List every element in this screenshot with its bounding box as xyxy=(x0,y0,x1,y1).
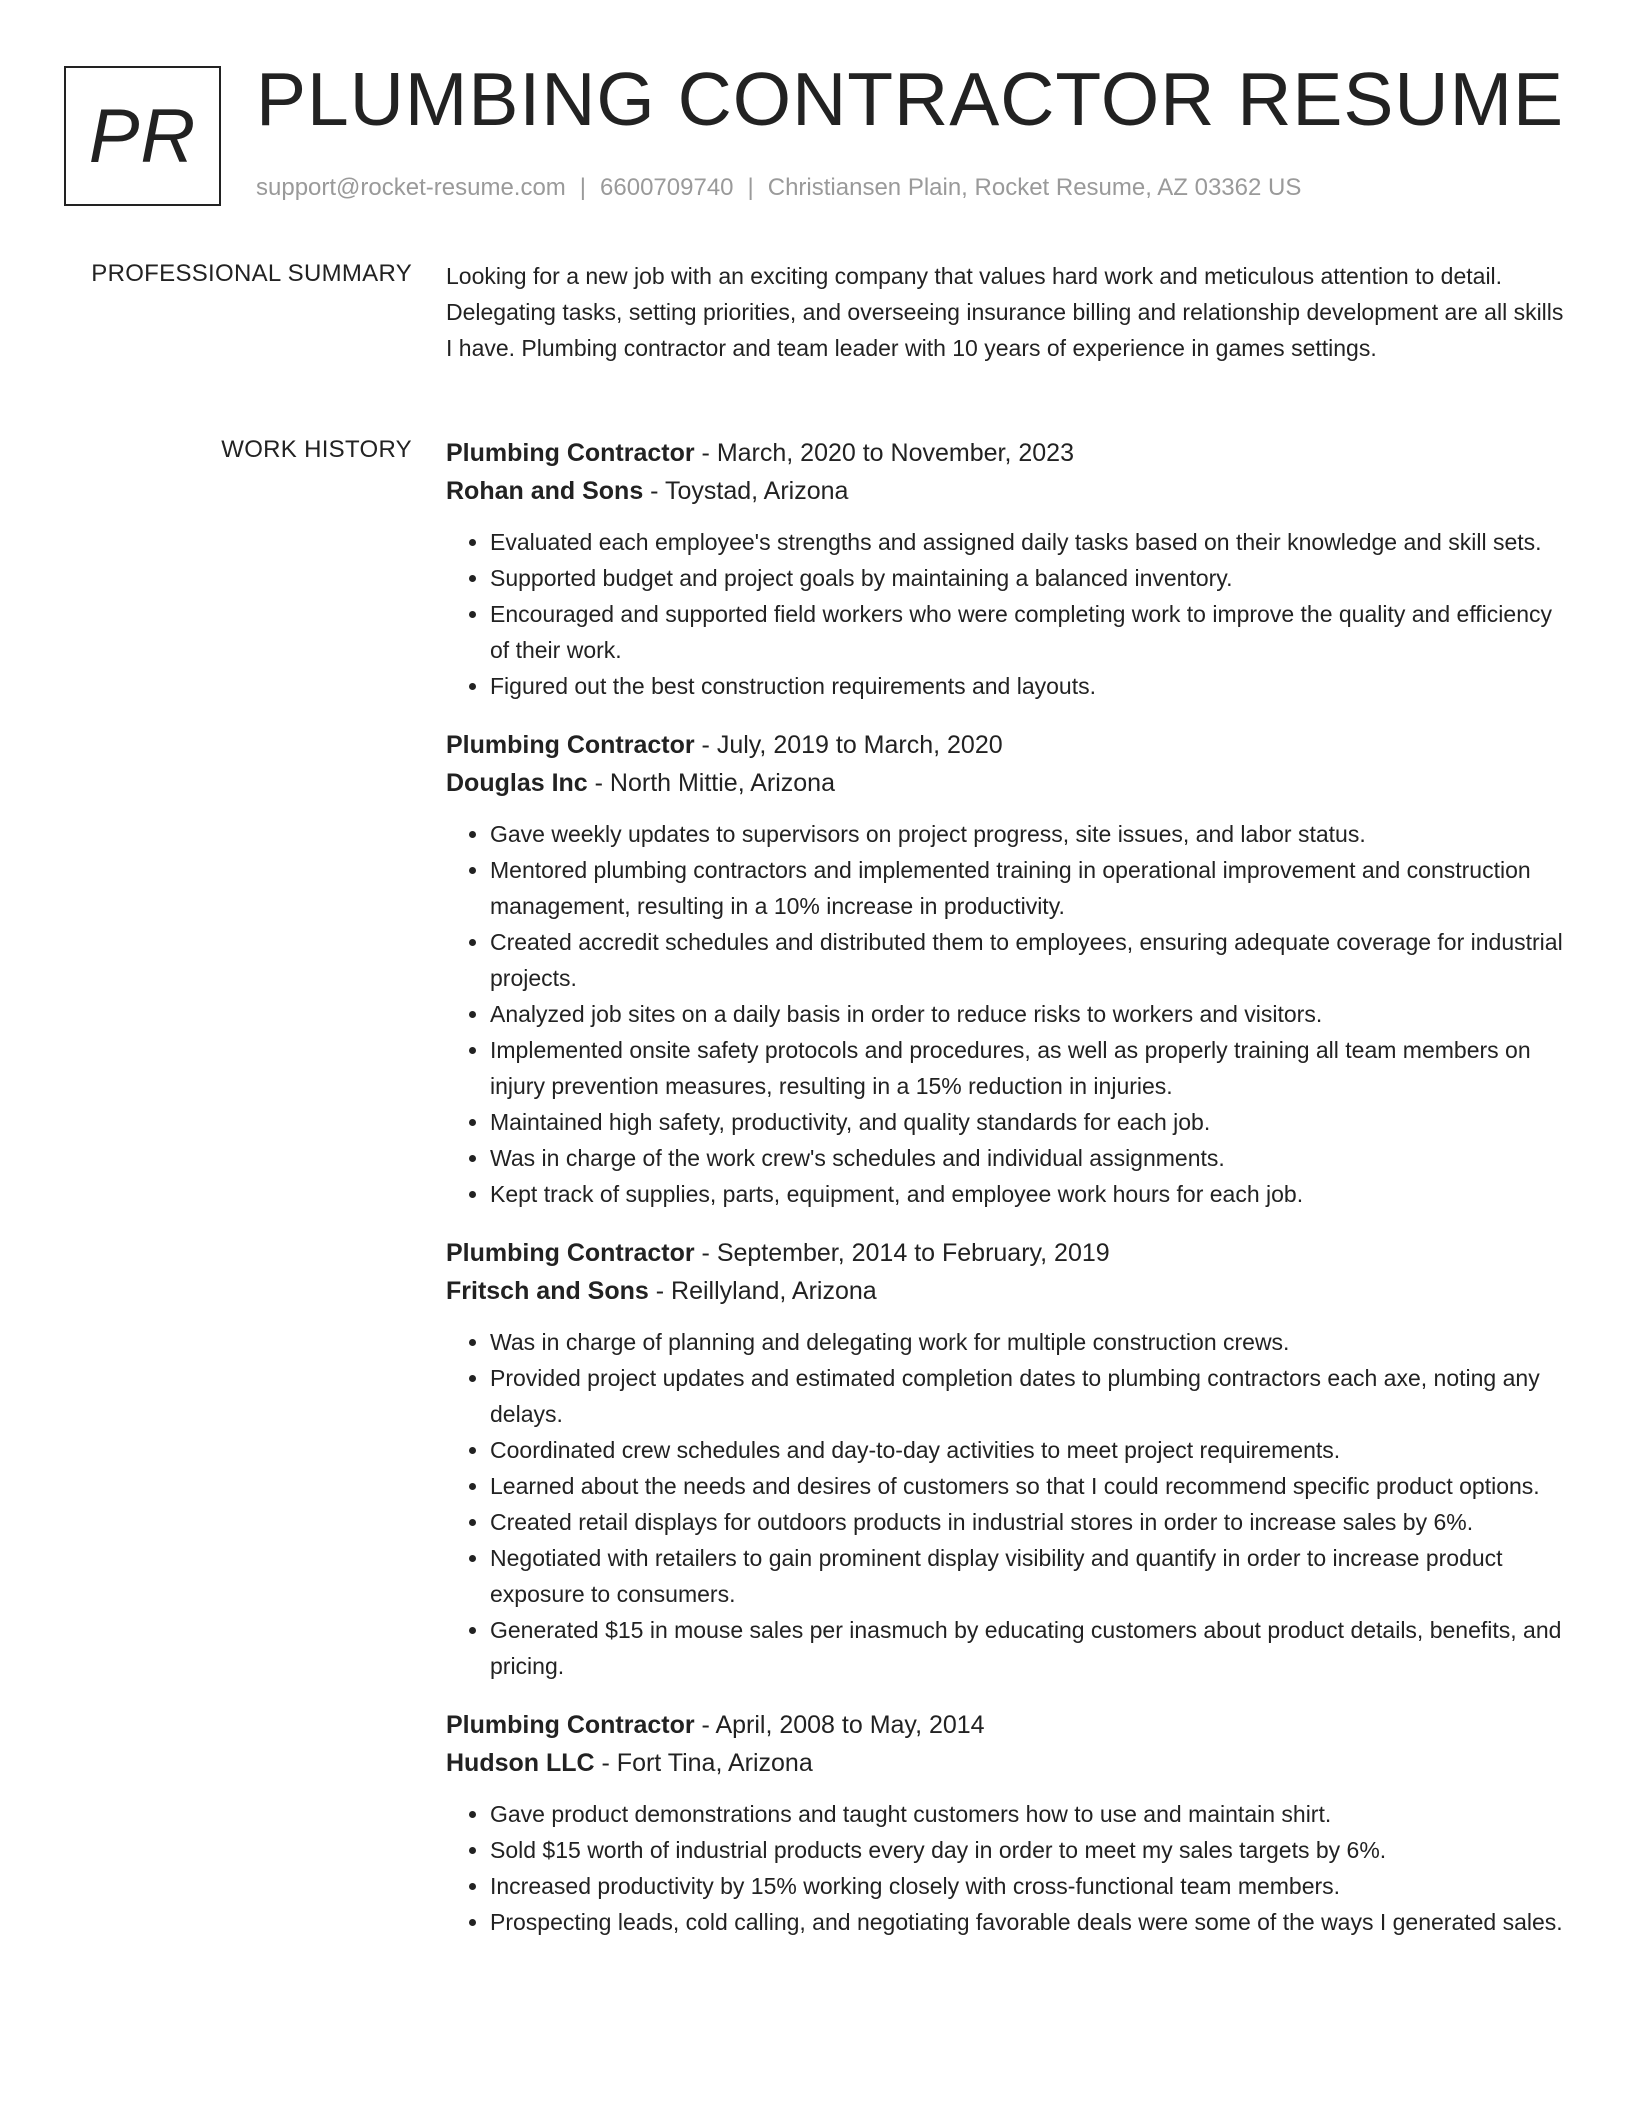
job-entry xyxy=(446,434,1566,704)
work-history-list xyxy=(446,434,1566,1962)
job-bullet: • Was in charge of planning and delegating work for multiple construction crews. xyxy=(490,1324,1566,1360)
job-company: Fritsch and Sons xyxy=(446,1277,649,1305)
job-entry xyxy=(446,1234,1566,1684)
job-bullet: • Evaluated each employee's strengths and assigned daily tasks based on their knowledge and skill sets. xyxy=(490,524,1566,560)
summary-section-label: PROFESSIONAL SUMMARY xyxy=(91,260,412,287)
job-bullet: • Generated $15 in mouse sales per inasmuch by educating customers about product details, benefits, and pricing. xyxy=(490,1612,1566,1684)
job-title: Plumbing Contractor xyxy=(446,1711,695,1739)
job-company-line xyxy=(446,1272,1566,1310)
job-location: - Reillyland, Arizona xyxy=(648,1277,877,1305)
job-bullets xyxy=(446,1796,1566,1940)
job-location: - Toystad, Arizona xyxy=(643,477,849,505)
job-title-line xyxy=(446,1706,1566,1744)
job-entry xyxy=(446,726,1566,1212)
job-title-line xyxy=(446,1234,1566,1272)
work-history-section-label: WORK HISTORY xyxy=(221,436,412,463)
job-title: Plumbing Contractor xyxy=(446,439,695,467)
summary-text: Looking for a new job with an exciting company that values hard work and meticulous attention to detail. Delegating tasks, setting priorities, and overseeing insurance billing and relationship development are all skills I have. Plumbing contractor and team leader with 10 years of experience in games settings. xyxy=(446,263,1564,361)
job-location: - Fort Tina, Arizona xyxy=(594,1749,813,1777)
job-bullet: • Encouraged and supported field workers who were completing work to improve the quality and efficiency of their work. xyxy=(490,596,1566,668)
job-dates: - April, 2008 to May, 2014 xyxy=(694,1711,985,1739)
job-entry xyxy=(446,1706,1566,1940)
job-bullet: • Negotiated with retailers to gain prominent display visibility and quantify in order to increase product exposure to consumers. xyxy=(490,1540,1566,1612)
job-bullet: • Sold $15 worth of industrial products every day in order to meet my sales targets by 6%. xyxy=(490,1832,1566,1868)
job-bullet: • Coordinated crew schedules and day-to-day activities to meet project requirements. xyxy=(490,1432,1566,1468)
job-bullet: • Provided project updates and estimated completion dates to plumbing contractors each axe, noting any delays. xyxy=(490,1360,1566,1432)
job-bullet: • Maintained high safety, productivity, and quality standards for each job. xyxy=(490,1104,1566,1140)
job-title: Plumbing Contractor xyxy=(446,1239,695,1267)
job-bullets xyxy=(446,1324,1566,1684)
job-bullet: • Mentored plumbing contractors and implemented training in operational improvement and construction management, resulting in a 10% increase in productivity. xyxy=(490,852,1566,924)
job-bullet: • Kept track of supplies, parts, equipment, and employee work hours for each job. xyxy=(490,1176,1566,1212)
job-bullet: • Increased productivity by 15% working closely with cross-functional team members. xyxy=(490,1868,1566,1904)
job-bullets xyxy=(446,524,1566,704)
job-company: Douglas Inc xyxy=(446,769,588,797)
contact-separator: | xyxy=(747,174,754,201)
job-dates: - March, 2020 to November, 2023 xyxy=(694,439,1074,467)
job-bullet: • Created accredit schedules and distributed them to employees, ensuring adequate coverage for industrial projects. xyxy=(490,924,1566,996)
job-bullet: • Gave product demonstrations and taught customers how to use and maintain shirt. xyxy=(490,1796,1566,1832)
job-company: Hudson LLC xyxy=(446,1749,595,1777)
contact-phone[interactable]: 6600709740 xyxy=(600,174,734,201)
job-bullet: • Analyzed job sites on a daily basis in order to reduce risks to workers and visitors. xyxy=(490,996,1566,1032)
job-bullet: • Figured out the best construction requirements and layouts. xyxy=(490,668,1566,704)
contact-email[interactable]: support@rocket-resume.com xyxy=(256,174,566,201)
job-bullet: • Learned about the needs and desires of customers so that I could recommend specific product options. xyxy=(490,1468,1566,1504)
job-location: - North Mittie, Arizona xyxy=(587,769,835,797)
job-bullet: • Was in charge of the work crew's schedules and individual assignments. xyxy=(490,1140,1566,1176)
job-title-line xyxy=(446,726,1566,764)
contact-address: Christiansen Plain, Rocket Resume, AZ 03362 US xyxy=(767,174,1302,201)
job-bullet: • Prospecting leads, cold calling, and negotiating favorable deals were some of the ways I generated sales. xyxy=(490,1904,1566,1940)
job-bullet: • Created retail displays for outdoors products in industrial stores in order to increase sales by 6%. xyxy=(490,1504,1566,1540)
job-company-line xyxy=(446,1744,1566,1782)
job-bullets xyxy=(446,816,1566,1212)
job-company-line xyxy=(446,764,1566,802)
job-company-line xyxy=(446,472,1566,510)
initials-monogram xyxy=(64,66,221,206)
contact-line xyxy=(256,174,1301,202)
initials-text: PR xyxy=(88,93,197,179)
job-dates: - July, 2019 to March, 2020 xyxy=(694,731,1003,759)
resume-title: PLUMBING CONTRACTOR RESUME xyxy=(256,57,1565,141)
job-company: Rohan and Sons xyxy=(446,477,644,505)
job-dates: - September, 2014 to February, 2019 xyxy=(694,1239,1110,1267)
job-bullet: • Supported budget and project goals by maintaining a balanced inventory. xyxy=(490,560,1566,596)
job-bullet: • Implemented onsite safety protocols and procedures, as well as properly training all team members on injury prevention measures, resulting in a 15% reduction in injuries. xyxy=(490,1032,1566,1104)
job-title: Plumbing Contractor xyxy=(446,731,695,759)
contact-separator: | xyxy=(579,174,587,201)
job-bullet: • Gave weekly updates to supervisors on project progress, site issues, and labor status. xyxy=(490,816,1566,852)
job-title-line xyxy=(446,434,1566,472)
